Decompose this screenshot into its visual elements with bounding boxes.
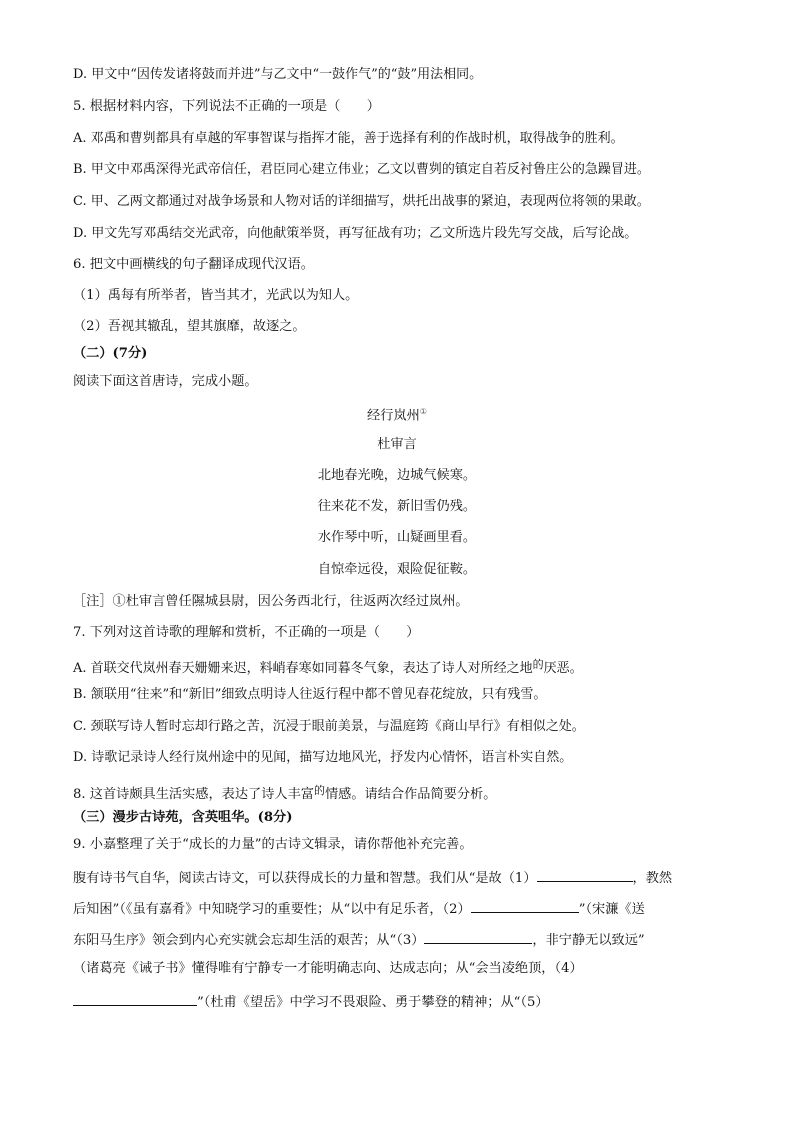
q4-option-d: D. 甲文中“因传发诸将鼓而并进”与乙文中“一鼓作气”的“鼓”用法相同。 — [73, 67, 483, 82]
blank-3[interactable] — [424, 929, 532, 944]
q9-line-3 — [73, 929, 645, 950]
poem-author: 杜审言 — [377, 437, 417, 452]
q9-line-3-end: ，非宁静无以致远” — [532, 933, 645, 948]
blank-4[interactable] — [73, 991, 197, 1006]
poem-title — [0, 403, 794, 425]
q8-text-end: 情感。请结合作品简要分析。 — [324, 787, 497, 802]
q7-option-c: C. 颈联写诗人暂时忘却行路之苦，沉浸于眼前美景，与温庭筠《商山早行》有相似之处。 — [73, 719, 585, 734]
q7-option-b: B. 颔联用“往来”和“新旧”细致点明诗人往返行程中都不曾见春花绽放，只有残雪。 — [73, 687, 547, 702]
section-2-intro: 阅读下面这首唐诗，完成小题。 — [73, 374, 258, 389]
q9-line-5-text: ”（杜甫《望岳》中学习不畏艰险、勇于攀登的精神；从“（5） — [197, 995, 549, 1010]
q8-stem — [73, 782, 496, 804]
q9-line-5 — [73, 991, 549, 1012]
q5-option-c: C. 甲、乙两文都通过对战争场景和人物对话的详细描写，烘托出战事的紧迫，表现两位将领的果敢。 — [73, 194, 650, 209]
q9-line-2-text: 后知困”（《虽有嘉肴》中知晓学习的重要性；从“以中有足乐者，（2） — [73, 902, 471, 917]
section-3-heading: （三）漫步古诗苑，含英咀华。(8分) — [73, 810, 293, 825]
poem-line-4: 自惊牵远役，艰险促征鞍。 — [317, 562, 477, 577]
poem-footnote: ［注］①杜审言曾任隰城县尉，因公务西北行，往返两次经过岚州。 — [73, 594, 469, 609]
q9-line-1-end: ，教然 — [632, 871, 673, 886]
q6-sentence-1: （1）禹每有所举者，皆当其才，光武以为知人。 — [73, 288, 359, 303]
section-2-heading: （二）(7分) — [73, 346, 148, 361]
blank-2[interactable] — [471, 898, 579, 913]
q7-option-a — [73, 656, 583, 678]
footnote-marker: ① — [419, 407, 427, 416]
q6-sentence-2: （2）吾视其辙乱，望其旗靡，故逐之。 — [73, 319, 306, 334]
poem-line-1: 北地春光晚，边城气候寒。 — [317, 468, 477, 483]
q7-stem: 7. 下列对这首诗歌的理解和赏析，不正确的一项是（ ） — [73, 625, 420, 640]
q5-option-a: A. 邓禹和曹刿都具有卓越的军事智谋与指挥才能，善于选择有利的作战时机，取得战争的胜利。 — [73, 131, 624, 146]
poem-line-2: 往来花不发，新旧雪仍残。 — [317, 499, 477, 514]
q9-line-1 — [73, 867, 672, 888]
q5-stem: 5. 根据材料内容，下列说法不正确的一项是（ ） — [73, 99, 380, 114]
q7-option-d: D. 诗歌记录诗人经行岚州途中的见闻，描写边地风光，抒发内心情怀，语言朴实自然。 — [73, 750, 573, 765]
poem-title-text: 经行岚州 — [367, 408, 420, 424]
q8-de: 的 — [313, 784, 325, 797]
q5-option-b: B. 甲文中邓禹深得光武帝信任，君臣同心建立伟业；乙文以曹刿的镇定自若反衬鲁庄公的急躁冒进。 — [73, 162, 650, 177]
q9-line-3-text: 东阳马生序》领会到内心充实就会忘却生活的艰苦；从“（3） — [73, 933, 425, 948]
q9-line-2-end: ”（宋濂《送 — [578, 902, 645, 917]
q7-option-a-text: A. 首联交代岚州春天姗姗来迟，料峭春寒如同暮冬气象，表达了诗人对所经之地 — [73, 661, 533, 676]
q6-stem: 6. 把文中画横线的句子翻译成现代汉语。 — [73, 257, 314, 272]
blank-1[interactable] — [537, 867, 633, 882]
q9-stem: 9. 小嘉整理了关于“成长的力量”的古诗文辑录，请你帮他补充完善。 — [73, 837, 473, 852]
q5-option-d: D. 甲文先写邓禹结交光武帝，向他献策举贤，再写征战有功；乙文所选片段先写交战，后写论战。 — [73, 226, 638, 241]
q9-line-4: （诸葛亮《诫子书》懂得唯有宁静专一才能明确志向、达成志向；从“会当凌绝顶，（4） — [73, 961, 583, 976]
q9-line-2 — [73, 898, 645, 919]
q7-option-a-end: 厌恶。 — [543, 661, 583, 676]
q9-line-1-text: 腹有诗书气自华，阅读古诗文，可以获得成长的力量和智慧。我们从“是故（1） — [73, 871, 537, 886]
q8-text: 8. 这首诗颇具生活实感，表达了诗人丰富 — [73, 787, 314, 802]
q7-option-a-de: 的 — [532, 658, 544, 671]
poem-line-3: 水作琴中听，山疑画里看。 — [317, 530, 477, 545]
